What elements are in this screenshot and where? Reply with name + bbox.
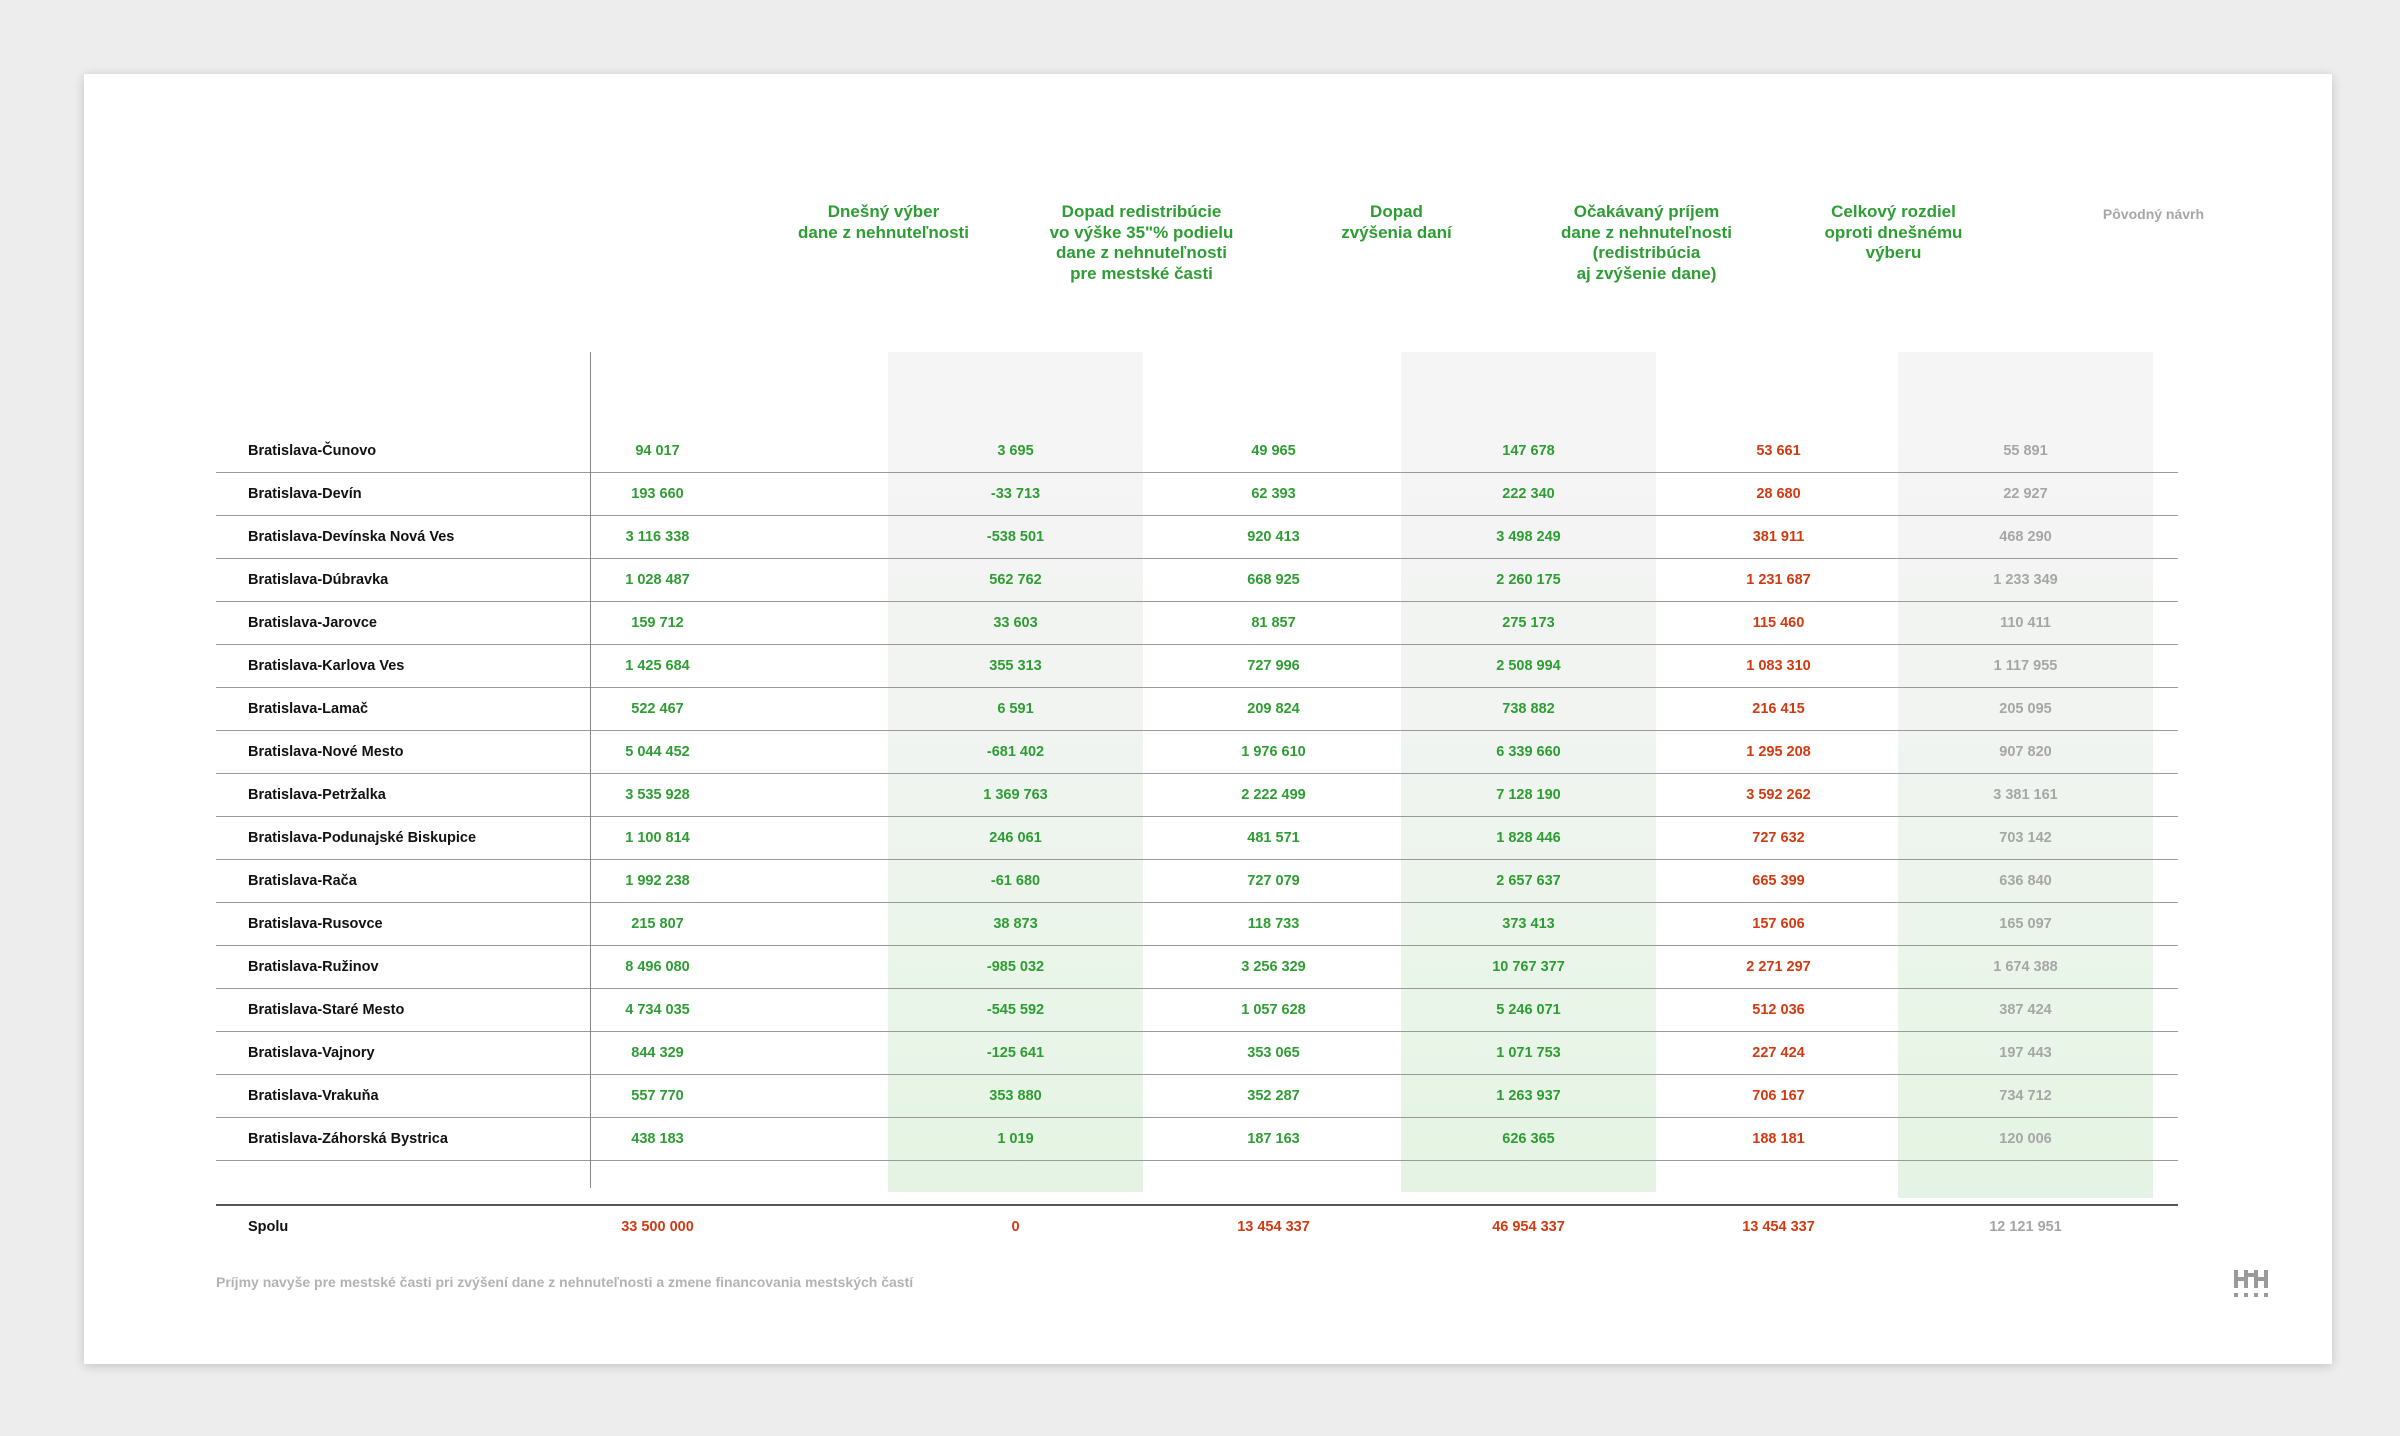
table-cell: 2 657 637 xyxy=(1496,873,1561,889)
table-cell: 5 044 452 xyxy=(625,744,690,760)
table-cell: -681 402 xyxy=(986,744,1045,760)
table-cell: 55 891 xyxy=(2003,443,2048,459)
table-cell: 353 065 xyxy=(1247,1045,1300,1061)
district-name: Bratislava-Rača xyxy=(248,873,357,889)
table-cell: 636 840 xyxy=(1999,873,2052,889)
table-cell: -61 680 xyxy=(990,873,1041,889)
table-cell: 1 233 349 xyxy=(1993,572,2058,588)
table-cell: 1 019 xyxy=(997,1131,1034,1147)
table-cell: 13 454 337 xyxy=(1742,1219,1815,1235)
table-cell: 6 339 660 xyxy=(1496,744,1561,760)
table-cell: 8 496 080 xyxy=(625,959,690,975)
table-cell: 222 340 xyxy=(1502,486,1555,502)
table-cell: 118 733 xyxy=(1247,916,1300,932)
table-cell: 1 369 763 xyxy=(983,787,1048,803)
name-column-divider xyxy=(590,352,591,1188)
table-cell: 703 142 xyxy=(1999,830,2052,846)
table-cell: 1 263 937 xyxy=(1496,1088,1561,1104)
table-cell: 165 097 xyxy=(1999,916,2052,932)
table-cell: -538 501 xyxy=(986,529,1045,545)
table-cell: 10 767 377 xyxy=(1492,959,1565,975)
table-cell: 1 100 814 xyxy=(625,830,690,846)
table-cell: 1 992 238 xyxy=(625,873,690,889)
table-cell: 1 425 684 xyxy=(625,658,690,674)
table-cell: 33 603 xyxy=(993,615,1038,631)
district-name: Bratislava-Staré Mesto xyxy=(248,1002,405,1018)
table-cell: 522 467 xyxy=(631,701,684,717)
table-cell: 28 680 xyxy=(1756,486,1801,502)
table-cell: 352 287 xyxy=(1247,1088,1300,1104)
table-cell: 727 079 xyxy=(1247,873,1300,889)
table-cell: 1 028 487 xyxy=(625,572,690,588)
table-cell: 13 454 337 xyxy=(1237,1219,1310,1235)
table-cell: -985 032 xyxy=(986,959,1045,975)
table-row xyxy=(216,430,2178,473)
table-cell: 2 271 297 xyxy=(1746,959,1811,975)
table-row xyxy=(216,645,2178,688)
table-cell: 665 399 xyxy=(1752,873,1805,889)
table-row xyxy=(216,860,2178,903)
table-row xyxy=(216,1075,2178,1118)
table-cell: 246 061 xyxy=(989,830,1042,846)
district-name: Bratislava-Vrakuňa xyxy=(248,1088,379,1104)
table-cell: 205 095 xyxy=(1999,701,2052,717)
table-cell: 38 873 xyxy=(993,916,1038,932)
table-cell: 81 857 xyxy=(1251,615,1296,631)
table-cell: 3 116 338 xyxy=(625,529,690,545)
table-cell: 734 712 xyxy=(1999,1088,2052,1104)
column-header-original-proposal: Pôvodný návrh xyxy=(2102,206,2205,222)
table-cell: 668 925 xyxy=(1247,572,1300,588)
table-cell: 557 770 xyxy=(631,1088,684,1104)
table-cell: 727 632 xyxy=(1752,830,1805,846)
table-cell: 7 128 190 xyxy=(1496,787,1561,803)
table-cell: 373 413 xyxy=(1502,916,1555,932)
table-row xyxy=(216,516,2178,559)
table-cell: 5 246 071 xyxy=(1496,1002,1561,1018)
table-cell: 209 824 xyxy=(1247,701,1300,717)
table-cell: -545 592 xyxy=(986,1002,1045,1018)
table-row xyxy=(216,903,2178,946)
table-cell: 468 290 xyxy=(1999,529,2052,545)
column-header-tax-increase: Dopad zvýšenia daní xyxy=(1341,202,1452,242)
column-header-expected-income: Očakávaný príjem dane z nehnuteľnosti (redistribúcia aj zvýšenie dane) xyxy=(1561,202,1732,283)
district-name: Bratislava-Dúbravka xyxy=(248,572,389,588)
table-cell: 2 222 499 xyxy=(1241,787,1306,803)
table-cell: -33 713 xyxy=(990,486,1041,502)
table-row xyxy=(216,473,2178,516)
table-cell: 1 828 446 xyxy=(1496,830,1561,846)
table-cell: 22 927 xyxy=(2003,486,2048,502)
table-cell: 1 295 208 xyxy=(1746,744,1811,760)
table-cell: 120 006 xyxy=(1999,1131,2052,1147)
total-row xyxy=(216,1204,2178,1249)
table-cell: 1 231 687 xyxy=(1746,572,1811,588)
table-cell: -125 641 xyxy=(986,1045,1045,1061)
district-name: Bratislava-Nové Mesto xyxy=(248,744,404,760)
slide-caption: Príjmy navyše pre mestské časti pri zvýšení dane z nehnuteľnosti a zmene financovania mestských častí xyxy=(216,1274,914,1290)
table-cell: 3 381 161 xyxy=(1993,787,2058,803)
table-cell: 512 036 xyxy=(1752,1002,1805,1018)
table-cell: 907 820 xyxy=(1999,744,2052,760)
table-row xyxy=(216,774,2178,817)
table-cell: 53 661 xyxy=(1756,443,1801,459)
table-cell: 727 996 xyxy=(1247,658,1300,674)
table-cell: 46 954 337 xyxy=(1492,1219,1565,1235)
table-cell: 6 591 xyxy=(997,701,1034,717)
table-cell: 216 415 xyxy=(1752,701,1805,717)
district-name: Bratislava-Devínska Nová Ves xyxy=(248,529,455,545)
table-cell: 157 606 xyxy=(1752,916,1805,932)
district-name: Bratislava-Karlova Ves xyxy=(248,658,405,674)
table-cell: 2 260 175 xyxy=(1496,572,1561,588)
table-row xyxy=(216,946,2178,989)
district-name: Bratislava-Lamač xyxy=(248,701,369,717)
spacer-row xyxy=(216,1161,2178,1204)
table-cell: 355 313 xyxy=(989,658,1042,674)
table-row xyxy=(216,559,2178,602)
table-cell: 33 500 000 xyxy=(621,1219,694,1235)
table-row xyxy=(216,1118,2178,1161)
table-cell: 3 256 329 xyxy=(1241,959,1306,975)
district-name: Bratislava-Podunajské Biskupice xyxy=(248,830,477,846)
table-cell: 1 057 628 xyxy=(1241,1002,1306,1018)
table-cell: 12 121 951 xyxy=(1989,1219,2062,1235)
table-cell: 0 xyxy=(1011,1219,1020,1235)
district-name: Bratislava-Jarovce xyxy=(248,615,377,631)
column-header-redistribution: Dopad redistribúcie vo výške 35"% podielu dane z nehnuteľnosti pre mestské časti xyxy=(1049,202,1234,283)
table-cell: 920 413 xyxy=(1247,529,1300,545)
table-cell: 2 508 994 xyxy=(1496,658,1561,674)
table-cell: 1 674 388 xyxy=(1993,959,2058,975)
table-cell: 49 965 xyxy=(1251,443,1296,459)
table-cell: 4 734 035 xyxy=(625,1002,690,1018)
district-name: Bratislava-Ružinov xyxy=(248,959,379,975)
table-cell: 227 424 xyxy=(1752,1045,1805,1061)
table-row xyxy=(216,602,2178,645)
table-cell: 626 365 xyxy=(1502,1131,1555,1147)
table-cell: 1 117 955 xyxy=(1993,658,2058,674)
table-cell: 193 660 xyxy=(631,486,684,502)
column-header-total-difference: Celkový rozdiel oproti dnešnému výberu xyxy=(1824,202,1963,262)
table-row xyxy=(216,817,2178,860)
table-cell: 147 678 xyxy=(1502,443,1555,459)
table-cell: 3 695 xyxy=(997,443,1034,459)
district-name: Bratislava-Rusovce xyxy=(248,916,383,932)
table-cell: 562 762 xyxy=(989,572,1042,588)
table-cell: 1 083 310 xyxy=(1746,658,1811,674)
table-cell: 3 535 928 xyxy=(625,787,690,803)
district-name: Bratislava-Čunovo xyxy=(248,443,377,459)
table-cell: 1 071 753 xyxy=(1496,1045,1561,1061)
table-cell: 188 181 xyxy=(1752,1131,1805,1147)
table-row xyxy=(216,731,2178,774)
table-cell: 353 880 xyxy=(989,1088,1042,1104)
district-name: Bratislava-Záhorská Bystrica xyxy=(248,1131,448,1147)
table-cell: 3 498 249 xyxy=(1496,529,1561,545)
district-name: Bratislava-Vajnory xyxy=(248,1045,375,1061)
table-cell: 387 424 xyxy=(1999,1002,2052,1018)
table-cell: 381 911 xyxy=(1752,529,1805,545)
district-name: Bratislava-Petržalka xyxy=(248,787,386,803)
slide xyxy=(84,74,2332,1364)
table-row xyxy=(216,1032,2178,1075)
table-cell: 197 443 xyxy=(1999,1045,2052,1061)
table-row xyxy=(216,989,2178,1032)
column-header-current-tax: Dnešný výber dane z nehnuteľnosti xyxy=(798,202,969,242)
table-cell: 738 882 xyxy=(1502,701,1555,717)
table-cell: 3 592 262 xyxy=(1746,787,1811,803)
table-cell: 62 393 xyxy=(1251,486,1296,502)
table-cell: 1 976 610 xyxy=(1241,744,1306,760)
table-cell: 94 017 xyxy=(635,443,680,459)
table-cell: 481 571 xyxy=(1247,830,1300,846)
total-label: Spolu xyxy=(248,1219,289,1235)
district-name: Bratislava-Devín xyxy=(248,486,362,502)
table-cell: 438 183 xyxy=(631,1131,684,1147)
table-cell: 110 411 xyxy=(2000,615,2051,631)
table-cell: 187 163 xyxy=(1247,1131,1300,1147)
table-cell: 706 167 xyxy=(1752,1088,1805,1104)
table-cell: 215 807 xyxy=(631,916,684,932)
city-logo-icon xyxy=(2234,1270,2268,1300)
table-cell: 115 460 xyxy=(1752,615,1805,631)
table-cell: 275 173 xyxy=(1502,615,1555,631)
table-cell: 159 712 xyxy=(631,615,684,631)
table-cell: 844 329 xyxy=(631,1045,684,1061)
table-row xyxy=(216,688,2178,731)
